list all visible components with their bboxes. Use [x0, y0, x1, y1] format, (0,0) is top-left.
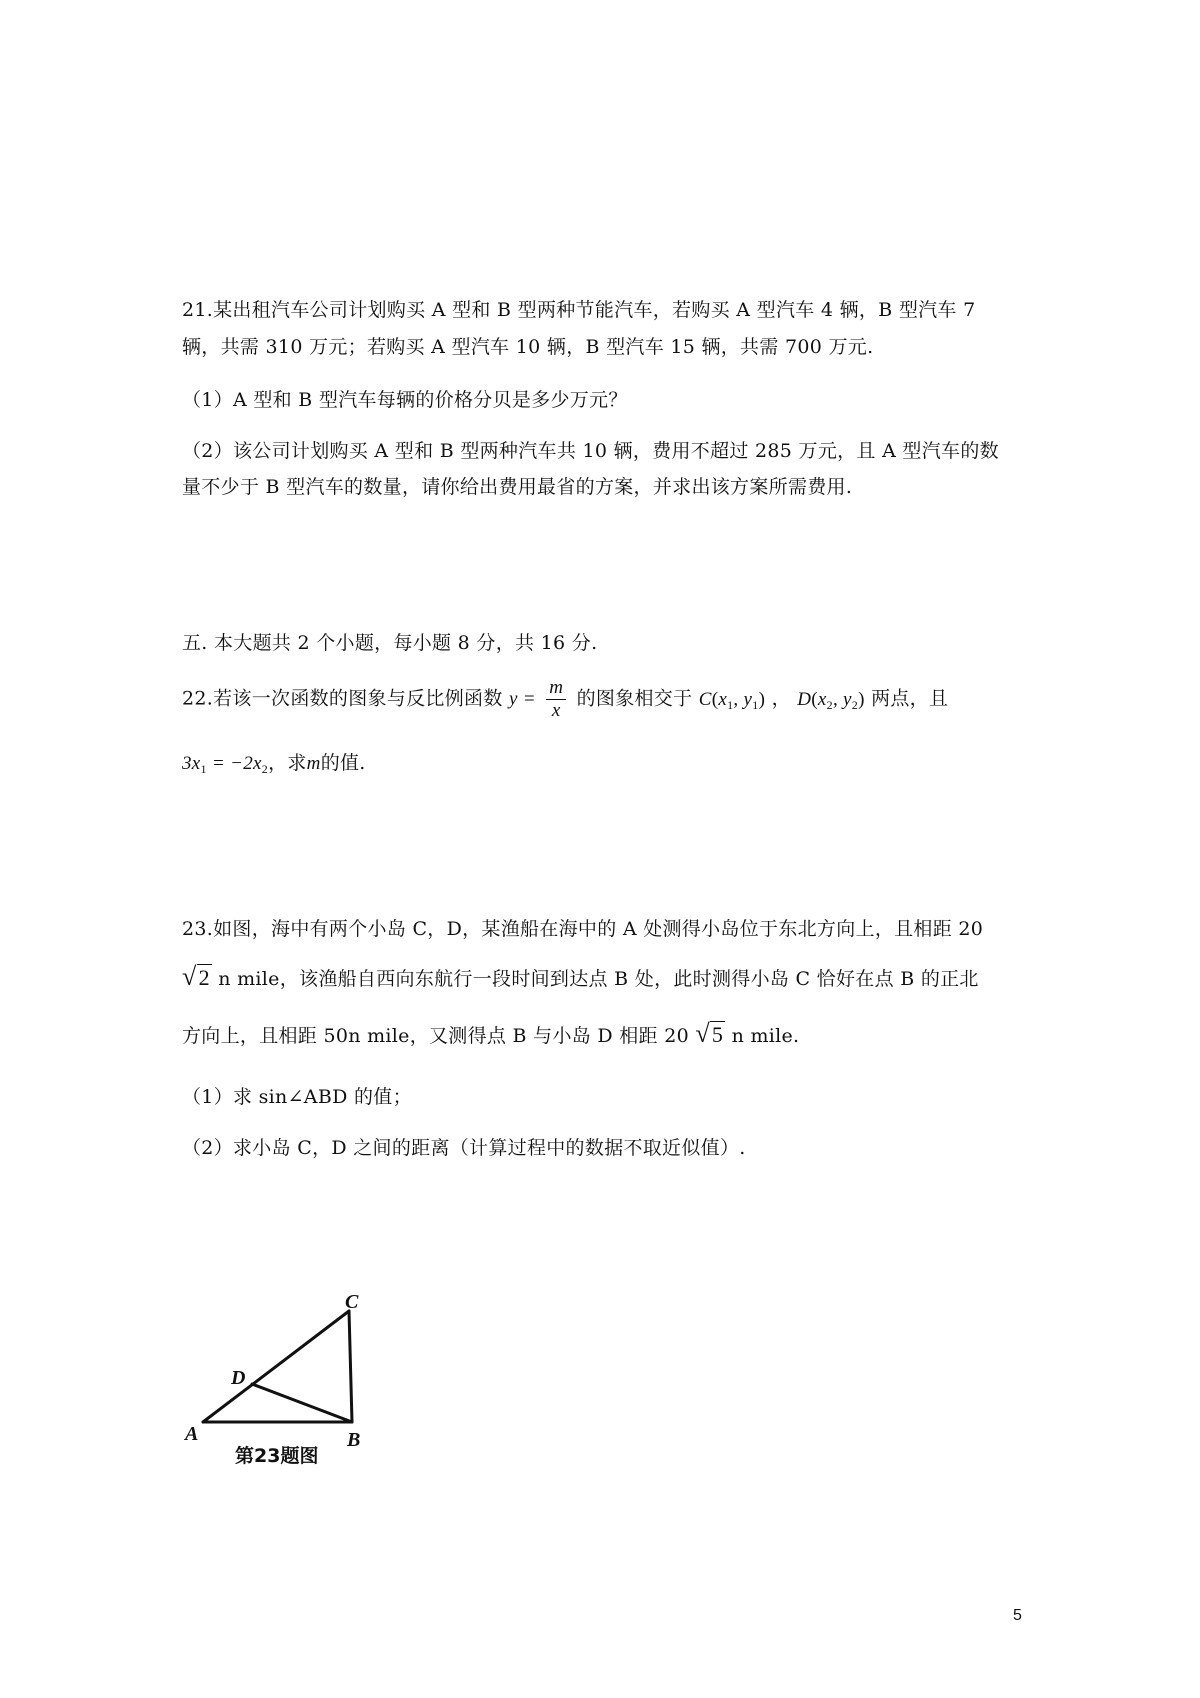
label-c: C — [345, 1291, 359, 1313]
q22-mid: 的图象相交于 — [576, 687, 693, 710]
q23-triangle-figure — [185, 1290, 395, 1490]
q23-line-2 — [182, 962, 979, 992]
q23-line-3 — [182, 1019, 799, 1049]
q23-line-2-text: n mile，该渔船自西向东航行一段时间到达点 B 处，此时测得小岛 C 恰好在点 B 的正北 — [218, 968, 979, 990]
page-number: 5 — [1013, 1607, 1022, 1624]
q22-prefix: 22.若该一次函数的图象与反比例函数 — [182, 687, 503, 710]
figure-caption: 第23题图 — [235, 1445, 319, 1467]
q22-line-2 — [182, 748, 366, 777]
q23-line-1: 23.如图，海中有两个小岛 C，D，某渔船在海中的 A 处测得小岛位于东北方向上，且相距 20 — [182, 918, 984, 940]
q22-frac-num: m — [546, 677, 566, 700]
q22-comma: ， — [771, 687, 791, 710]
segment-ac — [203, 1311, 349, 1422]
q21-line-1: 21.某出租汽车公司计划购买 A 型和 B 型两种节能汽车，若购买 A 型汽车 4 辆，B 型汽车 7 — [182, 299, 976, 321]
q22-tail: 两点，且 — [871, 687, 949, 710]
label-b: B — [347, 1429, 361, 1451]
q22-point-c: $C(x_1$, $y_1$) — [698, 688, 766, 712]
q23-line-3b: n mile. — [731, 1025, 800, 1047]
q22-ask-post: 的值. — [320, 752, 366, 774]
q21-part-1: （1）A 型和 B 型汽车每辆的价格分贝是多少万元？ — [182, 389, 628, 411]
label-d: D — [231, 1367, 246, 1389]
q22-y-eq: y = — [508, 688, 536, 710]
sqrt-5: √5 — [695, 1019, 724, 1048]
q21-line-2: 辆，共需 310 万元；若购买 A 型汽车 10 辆，B 型汽车 15 辆，共需 700 万元. — [182, 336, 874, 358]
q21-part-2a: （2）该公司计划购买 A 型和 B 型两种汽车共 10 辆，费用不超过 285 万元，且 A 型汽车的数 — [182, 440, 999, 462]
section-5-heading: 五. 本大题共 2 个小题，每小题 8 分，共 16 分. — [182, 632, 598, 654]
q21-part-2b: 量不少于 B 型汽车的数量，请你给出费用最省的方案，并求出该方案所需费用. — [182, 476, 853, 498]
segment-db — [252, 1384, 352, 1422]
q22-line-1 — [182, 677, 948, 722]
sqrt-2: √2 — [182, 962, 210, 991]
label-a: A — [185, 1423, 199, 1445]
q22-point-d: $D(x_2$, $y_2$) — [797, 688, 865, 712]
q23-part-2: （2）求小岛 C，D 之间的距离（计算过程中的数据不取近似值）. — [182, 1137, 746, 1159]
q22-frac-den: x — [551, 700, 561, 721]
q22-ask-var: m — [306, 753, 321, 774]
segment-bc — [349, 1311, 352, 1422]
q23-part-1: （1）求 sin∠ABD 的值； — [182, 1086, 412, 1108]
q23-line-3a: 方向上，且相距 50n mile，又测得点 B 与小岛 D 相距 20 — [182, 1025, 689, 1047]
q22-fraction — [546, 677, 566, 722]
q22-condition: $3x_1 = -2x_2$ — [182, 753, 269, 776]
q22-ask-pre: ，求 — [268, 752, 307, 774]
